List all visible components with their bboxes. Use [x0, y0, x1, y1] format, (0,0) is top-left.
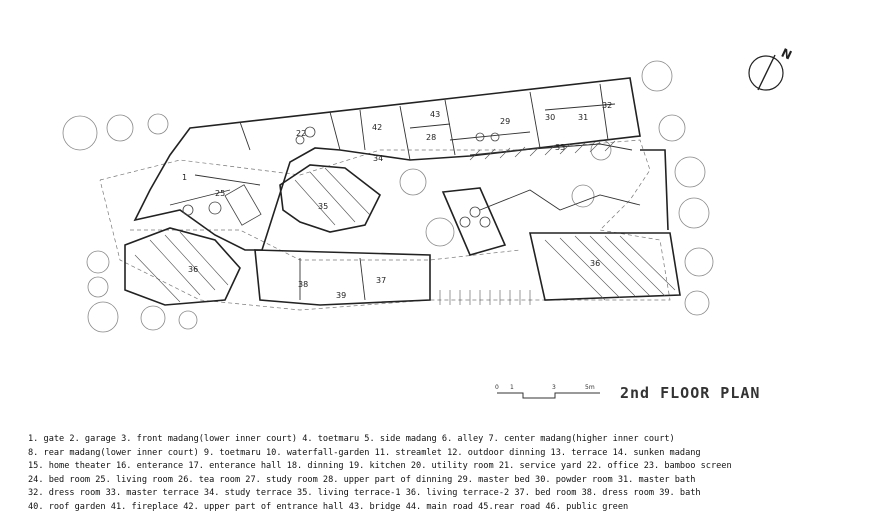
- tree-symbols: [63, 61, 713, 332]
- room-label: 22: [296, 129, 307, 138]
- building-outline: [125, 78, 680, 305]
- svg-text:5m: 5m: [585, 384, 595, 391]
- svg-text:3: 3: [552, 384, 556, 391]
- north-arrow: [749, 46, 794, 90]
- room-label: 35: [318, 202, 329, 211]
- room-label: 37: [376, 276, 387, 285]
- svg-text:0: 0: [495, 384, 499, 391]
- hatched-terrace: [135, 141, 675, 305]
- legend-line: 40. roof garden 41. fireplace 42. upper part of entrance hall 43. bridge 44. main road 45.rear road 46. public green: [28, 501, 629, 512]
- room-label: 33: [555, 143, 566, 152]
- legend-line: 8. rear madang(lower inner court) 9. toetmaru 10. waterfall-garden 11. streamlet 12. outdoor dinning 13. terrace 14. sunken madang: [28, 447, 701, 458]
- room-label: 38: [298, 280, 309, 289]
- room-label: 1: [182, 173, 188, 182]
- svg-text:1: 1: [510, 384, 514, 391]
- north-label: N: [779, 45, 795, 63]
- room-label: 25: [215, 189, 226, 198]
- room-number-labels: [182, 101, 612, 300]
- legend-line: 1. gate 2. garage 3. front madang(lower inner court) 4. toetmaru 5. side madang 6. alley 7. center madang(higher inner court): [28, 434, 675, 444]
- room-legend: [28, 433, 868, 515]
- legend-line: 32. dress room 33. master terrace 34. study terrace 35. living terrace-1 36. living terrace-2 37. bed room 38. dress room 39. bath: [28, 488, 701, 499]
- room-label: 29: [500, 117, 511, 126]
- legend-line: 24. bed room 25. living room 26. tea room 27. study room 28. upper part of dinning 29. master bed 30. powder room 31. master bath: [28, 474, 696, 485]
- room-label: 34: [373, 154, 384, 163]
- room-label: 42: [372, 123, 383, 132]
- room-label: 28: [426, 133, 437, 142]
- room-label: 36: [590, 259, 601, 268]
- room-label: 36: [188, 265, 199, 274]
- room-label: 39: [336, 291, 347, 300]
- room-label: 30: [545, 113, 556, 122]
- plan-title: 2nd FLOOR PLAN: [620, 384, 761, 402]
- room-label: 31: [578, 113, 589, 122]
- room-label: 32: [602, 101, 613, 110]
- scale-bar: [495, 384, 600, 398]
- legend-line: 15. home theater 16. enterance 17. enterance hall 18. dinning 19. kitchen 20. utility room 21. service yard 22. office 23. bamboo screen: [28, 461, 732, 472]
- room-label: 43: [430, 110, 441, 119]
